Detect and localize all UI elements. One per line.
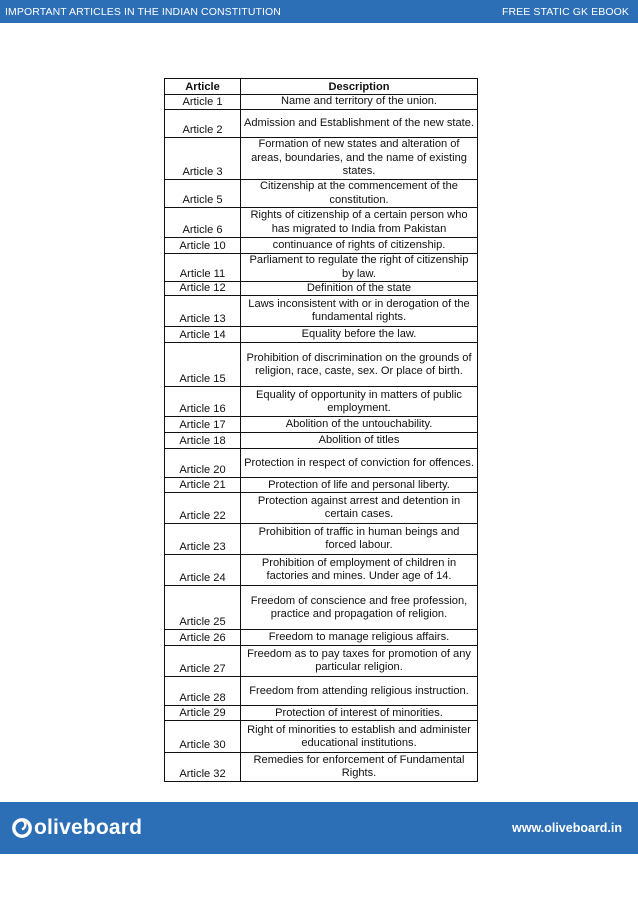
article-number-cell: Article 14 (165, 327, 241, 343)
article-number-cell: Article 12 (165, 282, 241, 296)
article-description-cell: Freedom as to pay taxes for promotion of any particular religion. (241, 646, 478, 677)
article-description-cell: Protection of interest of minorities. (241, 706, 478, 721)
article-description-cell: Formation of new states and alteration of areas, boundaries, and the name of existing states. (241, 138, 478, 180)
table-row (165, 478, 478, 493)
article-number-cell: Article 27 (165, 646, 241, 677)
table-row (165, 138, 478, 180)
article-description-cell: Remedies for enforcement of Fundamental Rights. (241, 753, 478, 782)
table-row (165, 296, 478, 327)
header-left-title: IMPORTANT ARTICLES IN THE INDIAN CONSTITUTION (5, 5, 281, 18)
article-description-cell: Protection of life and personal liberty. (241, 478, 478, 493)
table-row (165, 208, 478, 238)
table-row (165, 282, 478, 296)
article-number-cell: Article 21 (165, 478, 241, 493)
table-row (165, 110, 478, 138)
table-row (165, 95, 478, 110)
article-number-cell: Article 5 (165, 180, 241, 208)
article-number-cell: Article 24 (165, 555, 241, 586)
article-number-cell: Article 10 (165, 238, 241, 254)
article-number-cell: Article 26 (165, 630, 241, 646)
article-description-cell: Name and territory of the union. (241, 95, 478, 110)
table-row (165, 706, 478, 721)
table-header-row (165, 79, 478, 95)
article-number-cell: Article 30 (165, 721, 241, 753)
header-right-title: FREE STATIC GK EBOOK (501, 5, 629, 18)
table-row (165, 493, 478, 524)
brand-name: oliveboard (34, 816, 143, 839)
table-row (165, 343, 478, 387)
article-description-cell: Protection in respect of conviction for offences. (241, 449, 478, 478)
article-number-cell: Article 2 (165, 110, 241, 138)
article-description-cell: Admission and Establishment of the new state. (241, 110, 478, 138)
table-row (165, 524, 478, 555)
article-description-cell: Freedom to manage religious affairs. (241, 630, 478, 646)
table-row (165, 238, 478, 254)
article-description-cell: Definition of the state (241, 282, 478, 296)
article-number-cell: Article 1 (165, 95, 241, 110)
table-row (165, 721, 478, 753)
table-row (165, 555, 478, 586)
header-bar (0, 0, 638, 23)
article-number-cell: Article 16 (165, 387, 241, 417)
article-number-cell: Article 28 (165, 677, 241, 706)
column-header-description: Description (241, 79, 478, 95)
article-description-cell: Abolition of the untouchability. (241, 417, 478, 433)
article-description-cell: Prohibition of traffic in human beings and forced labour. (241, 524, 478, 555)
table-row (165, 327, 478, 343)
article-number-cell: Article 17 (165, 417, 241, 433)
article-number-cell: Article 18 (165, 433, 241, 449)
footer-bar (0, 802, 638, 854)
table-row (165, 586, 478, 630)
table-row (165, 753, 478, 782)
article-description-cell: Abolition of titles (241, 433, 478, 449)
table-row (165, 254, 478, 282)
article-number-cell: Article 32 (165, 753, 241, 782)
article-description-cell: continuance of rights of citizenship. (241, 238, 478, 254)
article-description-cell: Equality of opportunity in matters of public employment. (241, 387, 478, 417)
article-number-cell: Article 20 (165, 449, 241, 478)
article-number-cell: Article 13 (165, 296, 241, 327)
table-row (165, 417, 478, 433)
article-number-cell: Article 3 (165, 138, 241, 180)
table-row (165, 180, 478, 208)
table-row (165, 433, 478, 449)
article-description-cell: Right of minorities to establish and administer educational institutions. (241, 721, 478, 753)
article-description-cell: Prohibition of employment of children in factories and mines. Under age of 14. (241, 555, 478, 586)
oliveboard-logo-icon (11, 817, 33, 839)
brand-logo[interactable] (11, 816, 142, 840)
article-number-cell: Article 6 (165, 208, 241, 238)
article-description-cell: Freedom of conscience and free profession, practice and propagation of religion. (241, 586, 478, 630)
article-description-cell: Rights of citizenship of a certain person who has migrated to India from Pakistan (241, 208, 478, 238)
article-description-cell: Equality before the law. (241, 327, 478, 343)
articles-table (164, 78, 478, 782)
table-row (165, 630, 478, 646)
article-description-cell: Laws inconsistent with or in derogation of the fundamental rights. (241, 296, 478, 327)
article-number-cell: Article 22 (165, 493, 241, 524)
column-header-article: Article (165, 79, 241, 95)
article-description-cell: Parliament to regulate the right of citizenship by law. (241, 254, 478, 282)
table-body (165, 95, 478, 782)
article-number-cell: Article 23 (165, 524, 241, 555)
table-row (165, 449, 478, 478)
article-description-cell: Freedom from attending religious instruction. (241, 677, 478, 706)
table-row (165, 387, 478, 417)
table-row (165, 677, 478, 706)
article-description-cell: Citizenship at the commencement of the constitution. (241, 180, 478, 208)
article-description-cell: Protection against arrest and detention in certain cases. (241, 493, 478, 524)
article-number-cell: Article 11 (165, 254, 241, 282)
table-row (165, 646, 478, 677)
article-number-cell: Article 29 (165, 706, 241, 721)
website-link[interactable]: www.oliveboard.in (512, 821, 622, 835)
article-number-cell: Article 15 (165, 343, 241, 387)
article-description-cell: Prohibition of discrimination on the grounds of religion, race, caste, sex. Or place of birth. (241, 343, 478, 387)
article-number-cell: Article 25 (165, 586, 241, 630)
